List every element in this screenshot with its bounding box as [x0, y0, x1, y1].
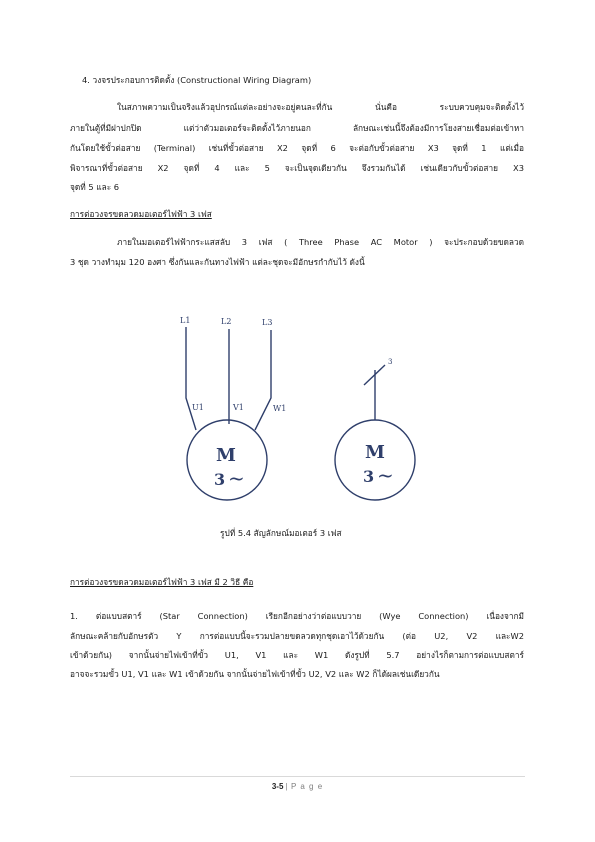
- label-l2: L2: [221, 317, 232, 326]
- motor-letter-right: M: [365, 442, 385, 463]
- label-u1: U1: [192, 403, 204, 412]
- page-word: P a g e: [290, 782, 324, 791]
- paragraph-line: กันโดยใช้ขั้วต่อสาย (Terminal) เช่นที่ขั้วต่อสาย X2 จุดที่ 6 จะต่อกับขั้วต่อสาย X3 จุดที่ 1 แต่เมื่อ: [70, 143, 524, 153]
- paragraph-line: จุดที่ 5 และ 6: [70, 182, 120, 192]
- label-v1: V1: [233, 403, 244, 412]
- paragraph-line: ลักษณะคล้ายกับอักษรตัว Y การต่อแบบนี้จะรวมปลายขดลวดทุกชุดเอาไว้ด้วยกัน (ต่อ U2, V2 และW2: [70, 631, 524, 641]
- wire-l3: [255, 330, 271, 430]
- paragraph-line: ภายในมอเตอร์ไฟฟ้ากระแสสลับ 3 เฟส ( Three Phase AC Motor ) จะประกอบด้วยขดลวด: [117, 237, 524, 247]
- label-l3: L3: [262, 318, 273, 327]
- wire-l1: [186, 327, 196, 430]
- section-heading: 4. วงจรประกอบการติดตั้ง (Constructional Wiring Diagram): [82, 75, 312, 85]
- label-w1: W1: [273, 404, 287, 413]
- page-number: 3-5: [271, 782, 284, 791]
- figure-caption: รูปที่ 5.4 สัญลักษณ์มอเตอร์ 3 เฟส: [220, 528, 342, 538]
- ac-symbol-right: ~: [377, 463, 394, 487]
- paragraph-line: ในสภาพความเป็นจริงแล้วอุปกรณ์แต่ละอย่างจะอยู่คนละที่กัน นั่นคือ ระบบควบคุมจะติดตั้งไว้: [117, 102, 524, 112]
- paragraph-line: 1. ต่อแบบสตาร์ (Star Connection) เรียกอีกอย่างว่าต่อแบบวาย (Wye Connection) เนื่องจากมี: [70, 611, 524, 621]
- motor-letter-left: M: [216, 445, 236, 466]
- paragraph-line: เข้าด้วยกัน) จากนั้นจ่ายไฟเข้าที่ขั้ว U1, V1 และ W1 ดังรูปที่ 5.7 อย่างไรก็ตามการต่อแบบสตาร์: [70, 650, 524, 660]
- ac-symbol-left: ~: [228, 466, 245, 490]
- footer-divider: [70, 776, 525, 777]
- subheading-motor-winding: การต่อวงจรขดลวดมอเตอร์ไฟฟ้า 3 เฟส: [70, 209, 212, 219]
- subheading-two-methods: การต่อวงจรขดลวดมอเตอร์ไฟฟ้า 3 เฟส มี 2 วิธี คือ: [70, 577, 254, 587]
- motor-phase-right: 3: [363, 467, 375, 486]
- label-line-count: 3: [388, 358, 393, 366]
- label-l1: L1: [180, 316, 191, 325]
- page-footer: [0, 782, 595, 791]
- paragraph-line: ภายในตู้ที่มีฝาปกปิด แต่ว่าตัวมอเตอร์จะติดตั้งไว้ภายนอก ลักษณะเช่นนี้จึงต้องมีการโยงสายเชื่อมต่อเข้าหา: [70, 123, 524, 133]
- motor-phase-left: 3: [214, 470, 226, 489]
- paragraph-line: 3 ชุด วางทำมุม 120 องศา ซึ่งกันและกันทางไฟฟ้า แต่ละชุดจะมีอักษรกำกับไว้ ดังนี้: [70, 257, 365, 267]
- paragraph-line: อาจจะรวมขั้ว U1, V1 และ W1 เข้าด้วยกัน จากนั้นจ่ายไฟเข้าที่ขั้ว U2, V2 และ W2 ก็ได้ผลเช่นเดียวกัน: [70, 669, 440, 679]
- paragraph-line: พิจารณาที่ขั้วต่อสาย X2 จุดที่ 4 และ 5 จะเป็นจุดเดียวกัน จึงรวมกันได้ เช่นเดียวกับขั้วต่อสาย X3: [70, 163, 524, 173]
- footer-separator: |: [285, 782, 289, 791]
